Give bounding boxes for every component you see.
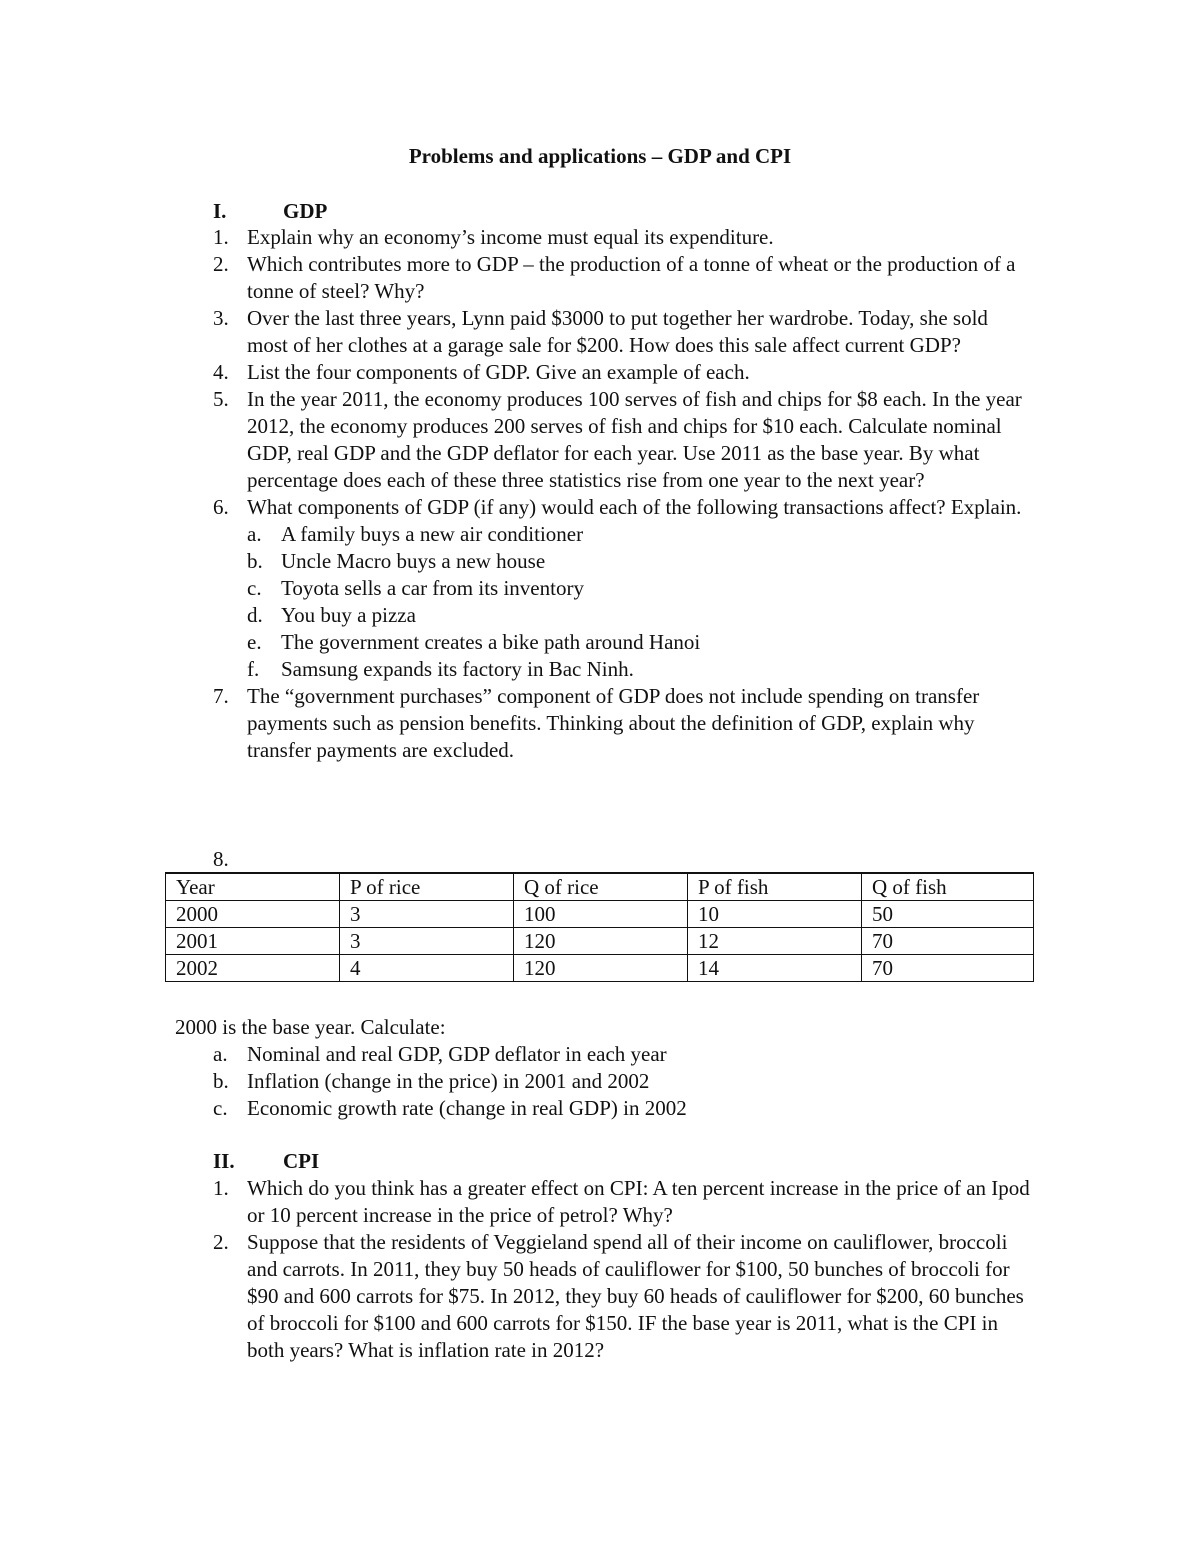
sub-letter: b. <box>213 1069 229 1093</box>
sub-item <box>213 1095 1035 1122</box>
sub-item <box>247 656 1033 683</box>
sub-letter: c. <box>213 1096 228 1120</box>
sub-item <box>247 548 1033 575</box>
sub-text: You buy a pizza <box>281 603 416 627</box>
column-header: Q of rice <box>514 873 688 901</box>
question-item <box>213 359 1033 386</box>
sub-text: Economic growth rate (change in real GDP) in 2002 <box>247 1096 687 1120</box>
question-number: 6. <box>213 495 229 519</box>
question-item <box>213 305 1033 359</box>
sub-letter: a. <box>213 1042 228 1066</box>
table-row <box>166 928 1034 955</box>
question-number: 1. <box>213 225 229 249</box>
table-header-row <box>166 873 1034 901</box>
gdp-questions <box>213 224 1033 764</box>
sub-text: Samsung expands its factory in Bac Ninh. <box>281 657 634 681</box>
question-number: 2. <box>213 1230 229 1254</box>
section-number: I. <box>213 199 227 223</box>
calculate-instructions <box>175 1014 1035 1122</box>
sub-item <box>247 521 1033 548</box>
table-cell: 50 <box>862 901 1034 928</box>
table-cell: 70 <box>862 955 1034 982</box>
sub-item <box>247 575 1033 602</box>
question-number: 8. <box>213 847 229 871</box>
sub-item <box>213 1041 1035 1068</box>
question-text: Which contributes more to GDP – the production of a tonne of wheat or the production of a tonne of steel? Why? <box>247 252 1016 303</box>
sub-text: Uncle Macro buys a new house <box>281 549 546 573</box>
question-number: 3. <box>213 306 229 330</box>
question-item <box>213 1175 1033 1229</box>
column-header: P of rice <box>340 873 514 901</box>
sub-text: The government creates a bike path around Hanoi <box>281 630 701 654</box>
question-number: 4. <box>213 360 229 384</box>
sub-item <box>213 1068 1035 1095</box>
table-row <box>166 955 1034 982</box>
table-cell: 4 <box>340 955 514 982</box>
table-cell: 120 <box>514 955 688 982</box>
sub-letter: a. <box>247 522 262 546</box>
question-text: What components of GDP (if any) would each of the following transactions affect? Explain. <box>247 495 1022 519</box>
question-item <box>213 224 1033 251</box>
sub-item <box>247 602 1033 629</box>
sub-item <box>247 629 1033 656</box>
table-cell: 2000 <box>166 901 340 928</box>
table-cell: 3 <box>340 928 514 955</box>
column-header: Q of fish <box>862 873 1034 901</box>
column-header: Year <box>166 873 340 901</box>
sub-letter: d. <box>247 603 263 627</box>
question-text: List the four components of GDP. Give an example of each. <box>247 360 750 384</box>
cpi-questions <box>213 1175 1033 1364</box>
sub-text: Nominal and real GDP, GDP deflator in each year <box>247 1042 667 1066</box>
table-row <box>166 901 1034 928</box>
section-title: GDP <box>283 199 328 223</box>
page-title: Problems and applications – GDP and CPI <box>408 144 792 168</box>
question-text: Suppose that the residents of Veggieland spend all of their income on cauliflower, broccoli and carrots. In 2011, they buy 50 heads of cauliflower for $100, 50 bunches of broccoli for $90 and 600 carrots for $75. In 2012, they buy 60 heads of cauliflower for $200, 60 bunches of broccoli for $100 and 600 carrots for $150. IF the base year is 2011, what is the CPI in both years? What is inflation rate in 2012? <box>247 1230 1024 1362</box>
table-cell: 3 <box>340 901 514 928</box>
section-title: CPI <box>283 1149 320 1173</box>
column-header: P of fish <box>688 873 862 901</box>
sub-text: A family buys a new air conditioner <box>281 522 584 546</box>
question-text: The “government purchases” component of GDP does not include spending on transfer payments such as pension benefits. Thinking about the definition of GDP, explain why transfer payments are excluded. <box>247 684 980 762</box>
section-heading-gdp <box>213 198 327 225</box>
question-text: In the year 2011, the economy produces 100 serves of fish and chips for $8 each. In the year 2012, the economy produces 200 serves of fish and chips for $10 each. Calculate nominal GDP, real GDP and the GDP deflator for each year. Use 2011 as the base year. By what percentage does each of these three statistics rise from one year to the next year? <box>247 387 1022 492</box>
question-text: Explain why an economy’s income must equal its expenditure. <box>247 225 774 249</box>
table-cell: 70 <box>862 928 1034 955</box>
question-item <box>213 1229 1033 1364</box>
sub-letter: f. <box>247 657 260 681</box>
instruction-text: 2000 is the base year. Calculate: <box>175 1015 446 1039</box>
question-item <box>213 386 1033 494</box>
question-text: Which do you think has a greater effect on CPI: A ten percent increase in the price of an Ipod or 10 percent increase in the price of petrol? Why? <box>247 1176 1030 1227</box>
sub-letter: b. <box>247 549 263 573</box>
sub-letter: c. <box>247 576 262 600</box>
sub-text: Inflation (change in the price) in 2001 and 2002 <box>247 1069 650 1093</box>
question-item <box>213 494 1033 683</box>
table-cell: 2002 <box>166 955 340 982</box>
sub-letter: e. <box>247 630 262 654</box>
question-number: 1. <box>213 1176 229 1200</box>
table-cell: 2001 <box>166 928 340 955</box>
sub-text: Toyota sells a car from its inventory <box>281 576 584 600</box>
question-number: 5. <box>213 387 229 411</box>
table-cell: 10 <box>688 901 862 928</box>
table-cell: 120 <box>514 928 688 955</box>
table-cell: 12 <box>688 928 862 955</box>
question-item <box>213 251 1033 305</box>
section-number: II. <box>213 1149 235 1173</box>
section-heading-cpi <box>213 1148 319 1175</box>
question-number: 2. <box>213 252 229 276</box>
question-item <box>213 683 1033 764</box>
table-cell: 100 <box>514 901 688 928</box>
data-table <box>165 872 1034 982</box>
question-text: Over the last three years, Lynn paid $3000 to put together her wardrobe. Today, she sold most of her clothes at a garage sale for $200. How does this sale affect current GDP? <box>247 306 988 357</box>
table-cell: 14 <box>688 955 862 982</box>
question-number: 7. <box>213 684 229 708</box>
